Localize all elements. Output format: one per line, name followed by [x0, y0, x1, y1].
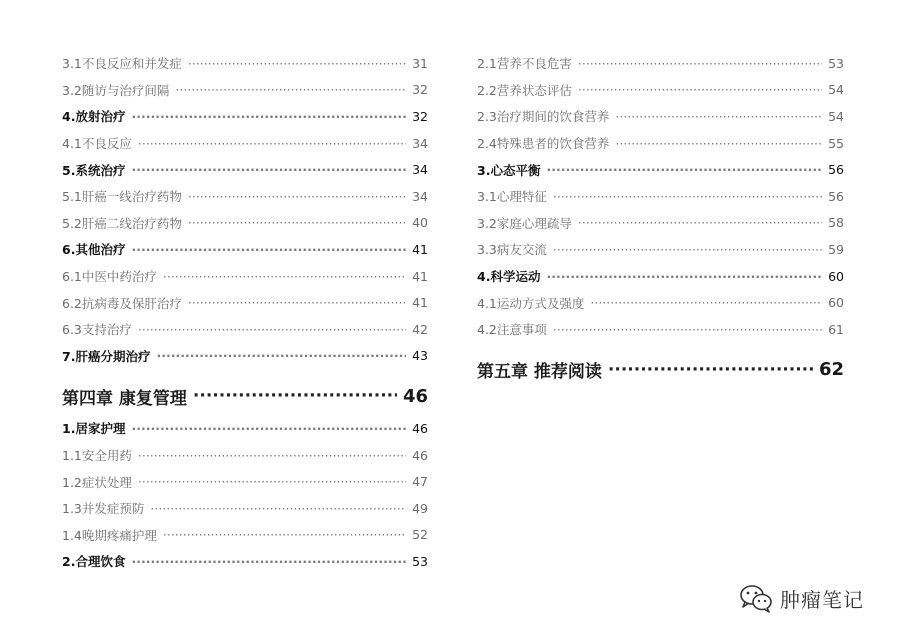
toc-entry-title: 6.3支持治疗 — [62, 322, 132, 338]
toc-entry-title: 4.放射治疗 — [62, 109, 126, 125]
toc-entry-title: 1.1安全用药 — [62, 448, 132, 464]
watermark — [738, 582, 864, 614]
toc-entry — [477, 156, 844, 183]
wechat-icon — [738, 582, 774, 614]
dot-leader — [188, 295, 406, 310]
toc-entry — [477, 183, 844, 210]
toc-entry-title: 4.科学运动 — [477, 269, 541, 285]
dot-leader — [131, 162, 406, 177]
dot-leader — [188, 215, 406, 230]
toc-entry-title: 3.1心理特征 — [477, 189, 547, 205]
toc-page-number: 41 — [412, 241, 428, 257]
toc-page-number: 42 — [412, 321, 428, 337]
dot-leader — [175, 82, 406, 97]
toc-entry — [62, 130, 428, 157]
toc-page-number: 40 — [412, 215, 428, 231]
toc-page-number: 32 — [412, 108, 428, 124]
dot-leader — [188, 189, 406, 204]
toc-entry-title: 2.1营养不良危害 — [477, 56, 572, 72]
toc-entry — [62, 442, 428, 469]
toc-entry — [477, 77, 844, 104]
dot-leader — [163, 527, 406, 542]
toc-entry-title: 2.3治疗期间的饮食营养 — [477, 109, 610, 125]
toc-entry — [477, 289, 844, 316]
toc-left-column — [62, 50, 428, 575]
toc-page-number: 32 — [412, 82, 428, 98]
toc-page-number: 54 — [828, 82, 844, 98]
toc-entry-title: 2.合理饮食 — [62, 554, 126, 570]
toc-page-number: 59 — [828, 241, 844, 257]
toc-page-number: 46 — [402, 385, 428, 407]
toc-page-number: 52 — [412, 527, 428, 543]
toc-entry-title: 3.心态平衡 — [477, 162, 541, 178]
toc-entry-title: 1.3并发症预防 — [62, 501, 145, 517]
toc-entry-title: 2.2营养状态评估 — [477, 82, 572, 98]
toc-right-column — [477, 50, 844, 389]
toc-entry-title: 7.肝癌分期治疗 — [62, 348, 151, 364]
toc-entry — [62, 343, 428, 370]
dot-leader — [590, 295, 822, 310]
toc-entry — [62, 415, 428, 442]
dot-leader — [188, 56, 406, 71]
toc-entry-title: 2.4特殊患者的饮食营养 — [477, 136, 610, 152]
toc-entry — [62, 289, 428, 316]
dot-leader — [615, 136, 822, 151]
toc-entry — [62, 236, 428, 263]
toc-entry — [62, 548, 428, 575]
toc-page-number: 34 — [412, 188, 428, 204]
toc-entry — [477, 263, 844, 290]
toc-page-number: 41 — [412, 268, 428, 284]
dot-leader — [553, 242, 822, 257]
toc-page-number: 43 — [412, 348, 428, 364]
toc-entry-title: 第四章 康复管理 — [62, 388, 187, 409]
toc-page-number: 53 — [828, 55, 844, 71]
toc-entry — [62, 50, 428, 77]
toc-page-number: 53 — [412, 553, 428, 569]
dot-leader — [138, 474, 406, 489]
toc-page-number: 34 — [412, 162, 428, 178]
toc-entry-title: 1.4晚期疼痛护理 — [62, 527, 157, 543]
toc-entry — [62, 522, 428, 549]
dot-leader — [546, 269, 822, 284]
dot-leader — [546, 162, 822, 177]
toc-entry-title: 1.2症状处理 — [62, 474, 132, 490]
toc-entry — [62, 103, 428, 130]
dot-leader — [156, 348, 406, 363]
dot-leader — [615, 109, 822, 124]
dot-leader — [138, 322, 406, 337]
toc-page-number: 46 — [412, 447, 428, 463]
toc-page-number: 55 — [828, 135, 844, 151]
toc-entry-title: 3.2随访与治疗间隔 — [62, 82, 170, 98]
dot-leader — [553, 322, 822, 337]
toc-entry — [62, 77, 428, 104]
toc-page-number: 47 — [412, 474, 428, 490]
toc-entry-title: 6.2抗病毒及保肝治疗 — [62, 295, 182, 311]
toc-entry-title: 4.2注意事项 — [477, 322, 547, 338]
toc-page-number: 62 — [818, 359, 844, 381]
toc-entry — [62, 156, 428, 183]
dot-leader — [578, 215, 822, 230]
dot-leader — [138, 136, 406, 151]
toc-entry-title: 5.1肝癌一线治疗药物 — [62, 189, 182, 205]
toc-page-number: 58 — [828, 215, 844, 231]
dot-leader — [131, 109, 406, 124]
dot-leader — [138, 448, 406, 463]
dot-leader — [608, 360, 813, 380]
dot-leader — [163, 269, 406, 284]
watermark-text: 肿瘤笔记 — [780, 587, 864, 612]
toc-entry-title: 3.1不良反应和并发症 — [62, 56, 182, 72]
toc-chapter-entry — [62, 379, 428, 413]
toc-entry-title: 6.其他治疗 — [62, 242, 126, 258]
toc-entry — [477, 130, 844, 157]
toc-entry-title: 3.2家庭心理疏导 — [477, 215, 572, 231]
dot-leader — [131, 554, 406, 569]
toc-entry-title: 1.居家护理 — [62, 421, 126, 437]
dot-leader — [193, 386, 397, 406]
dot-leader — [553, 189, 822, 204]
toc-page-number: 56 — [828, 162, 844, 178]
dot-leader — [131, 421, 406, 436]
toc-entry — [62, 210, 428, 237]
toc-entry — [62, 495, 428, 522]
toc-entry-title: 5.系统治疗 — [62, 162, 126, 178]
toc-entry-title: 第五章 推荐阅读 — [477, 362, 602, 383]
toc-entry-title: 4.1运动方式及强度 — [477, 295, 585, 311]
toc-page-number: 60 — [828, 268, 844, 284]
toc-entry-title: 6.1中医中药治疗 — [62, 269, 157, 285]
toc-page-number: 54 — [828, 108, 844, 124]
toc-entry — [62, 183, 428, 210]
toc-page-number: 60 — [828, 295, 844, 311]
toc-entry-title: 4.1不良反应 — [62, 136, 132, 152]
toc-entry — [477, 210, 844, 237]
toc-page-number: 56 — [828, 188, 844, 204]
toc-entry — [62, 263, 428, 290]
toc-page-number: 34 — [412, 135, 428, 151]
toc-chapter-entry — [477, 353, 844, 387]
toc-page-number: 31 — [412, 55, 428, 71]
toc-entry — [477, 316, 844, 343]
dot-leader — [578, 82, 822, 97]
toc-entry-title: 5.2肝癌二线治疗药物 — [62, 215, 182, 231]
toc-page-number: 61 — [828, 321, 844, 337]
toc-entry — [62, 316, 428, 343]
toc-entry-title: 3.3病友交流 — [477, 242, 547, 258]
dot-leader — [131, 242, 406, 257]
dot-leader — [150, 501, 406, 516]
toc-entry — [477, 103, 844, 130]
dot-leader — [578, 56, 822, 71]
toc-entry — [477, 236, 844, 263]
toc-page-number: 46 — [412, 420, 428, 436]
toc-entry — [477, 50, 844, 77]
toc-page-number: 49 — [412, 500, 428, 516]
toc-entry — [62, 468, 428, 495]
toc-page-number: 41 — [412, 295, 428, 311]
